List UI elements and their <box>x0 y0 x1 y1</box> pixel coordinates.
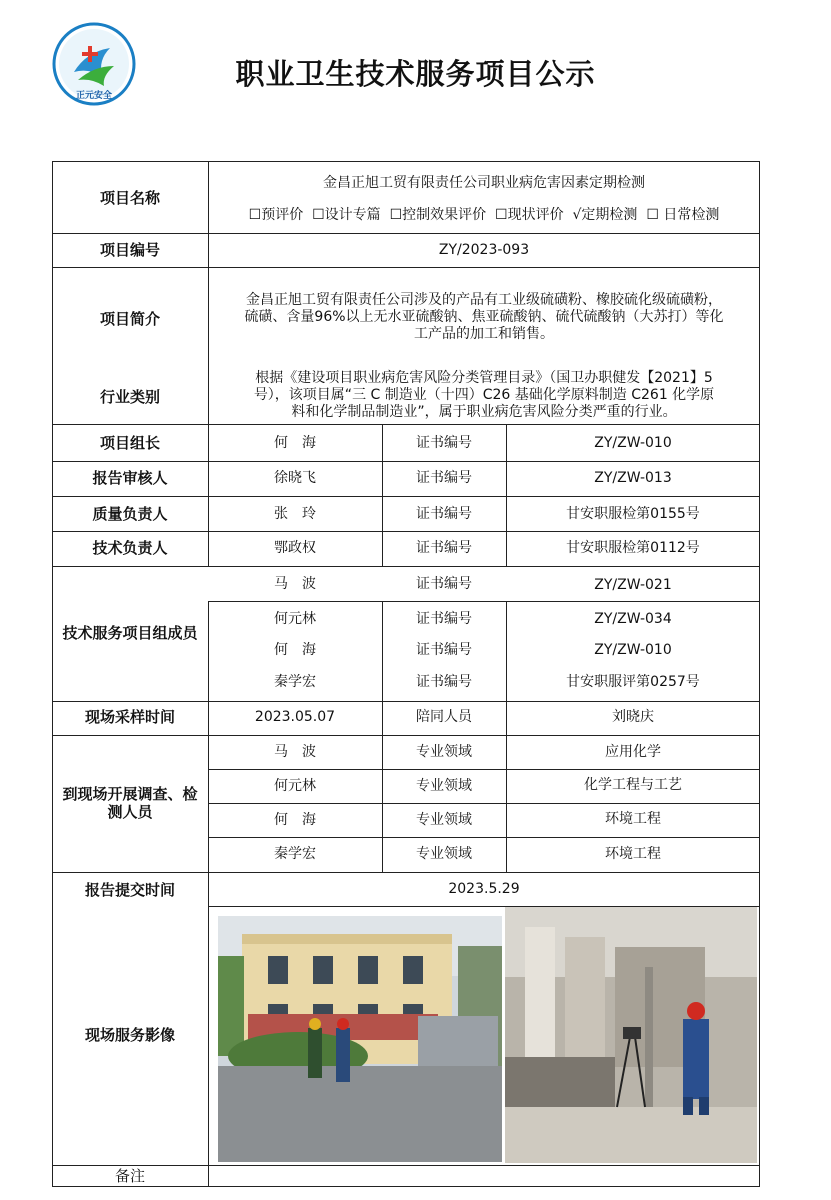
quality-label: 质量负责人 <box>92 505 168 523</box>
industry-text: 根据《建设项目职业病危害风险分类管理目录》（国卫办职健发【2021】5 号），该项目属“三 C 制造业（十四）C26 基础化学原料制造 C261 化学原 料和化学制品制造业”，属于职业病危害风险分类严重的行业。 <box>253 370 715 420</box>
option-periodic: √定期检测 <box>572 207 638 223</box>
option-pre-evaluation: ☐预评价 <box>248 207 304 223</box>
project-no-value: ZY/2023-093 <box>438 242 530 258</box>
option-daily: ☐ 日常检测 <box>646 207 720 223</box>
project-intro-label: 项目简介 <box>99 310 160 328</box>
submit-date: 2023.5.29 <box>448 881 520 897</box>
project-name-label: 项目名称 <box>99 189 160 207</box>
tech-cert-label: 证书编号 <box>416 540 472 556</box>
page-title: 职业卫生技术服务项目公示 <box>235 57 596 91</box>
site-photo-building <box>218 916 502 1162</box>
tech-cert: 甘安职服检第0112号 <box>566 540 700 556</box>
reviewer-cert: ZY/ZW-013 <box>594 470 672 486</box>
remark-label: 备注 <box>114 1167 145 1185</box>
quality-name: 张 玲 <box>274 506 316 522</box>
companion-name: 刘晓庆 <box>612 709 654 725</box>
project-name-value: 金昌正旭工贸有限责任公司职业病危害因素定期检测 <box>323 175 645 191</box>
reviewer-cert-label: 证书编号 <box>416 470 472 486</box>
svg-text:正元安全: 正元安全 <box>75 91 113 101</box>
option-design: ☐设计专篇 <box>312 207 381 223</box>
evaluation-type-options <box>208 206 760 224</box>
quality-cert: 甘安职服检第0155号 <box>566 506 700 522</box>
submit-label: 报告提交时间 <box>84 881 175 899</box>
reviewer-name: 徐晓飞 <box>274 470 316 486</box>
leader-cert: ZY/ZW-010 <box>594 435 672 451</box>
sampling-date: 2023.05.07 <box>254 709 336 725</box>
quality-cert-label: 证书编号 <box>416 506 472 522</box>
tech-label: 技术负责人 <box>92 539 168 557</box>
tech-name: 鄂政权 <box>274 540 316 556</box>
leader-cert-label: 证书编号 <box>416 435 472 451</box>
reviewer-label: 报告审核人 <box>92 469 168 487</box>
companion-label: 陪同人员 <box>416 709 472 725</box>
leader-label: 项目组长 <box>99 434 160 452</box>
project-no-label: 项目编号 <box>99 241 160 259</box>
site-photo-workshop <box>505 907 757 1163</box>
leader-name: 何 海 <box>274 435 316 451</box>
onsite-label: 到现场开展调查、检 测人员 <box>62 785 198 821</box>
members-label: 技术服务项目组成员 <box>62 624 198 642</box>
sampling-label: 现场采样时间 <box>84 708 175 726</box>
option-status: ☐现状评价 <box>495 207 564 223</box>
option-control-effect: ☐控制效果评价 <box>389 207 487 223</box>
images-label: 现场服务影像 <box>84 1026 175 1044</box>
project-intro-text: 金昌正旭工贸有限责任公司涉及的产品有工业级硫磺粉、橡胶硫化级硫磺粉， 硫磺、含量96%以上无水亚硫酸钠、焦亚硫酸钠、硫代硫酸钠（大苏打）等化 工产品的加工和销售。 <box>244 292 724 342</box>
industry-label: 行业类别 <box>99 388 160 406</box>
